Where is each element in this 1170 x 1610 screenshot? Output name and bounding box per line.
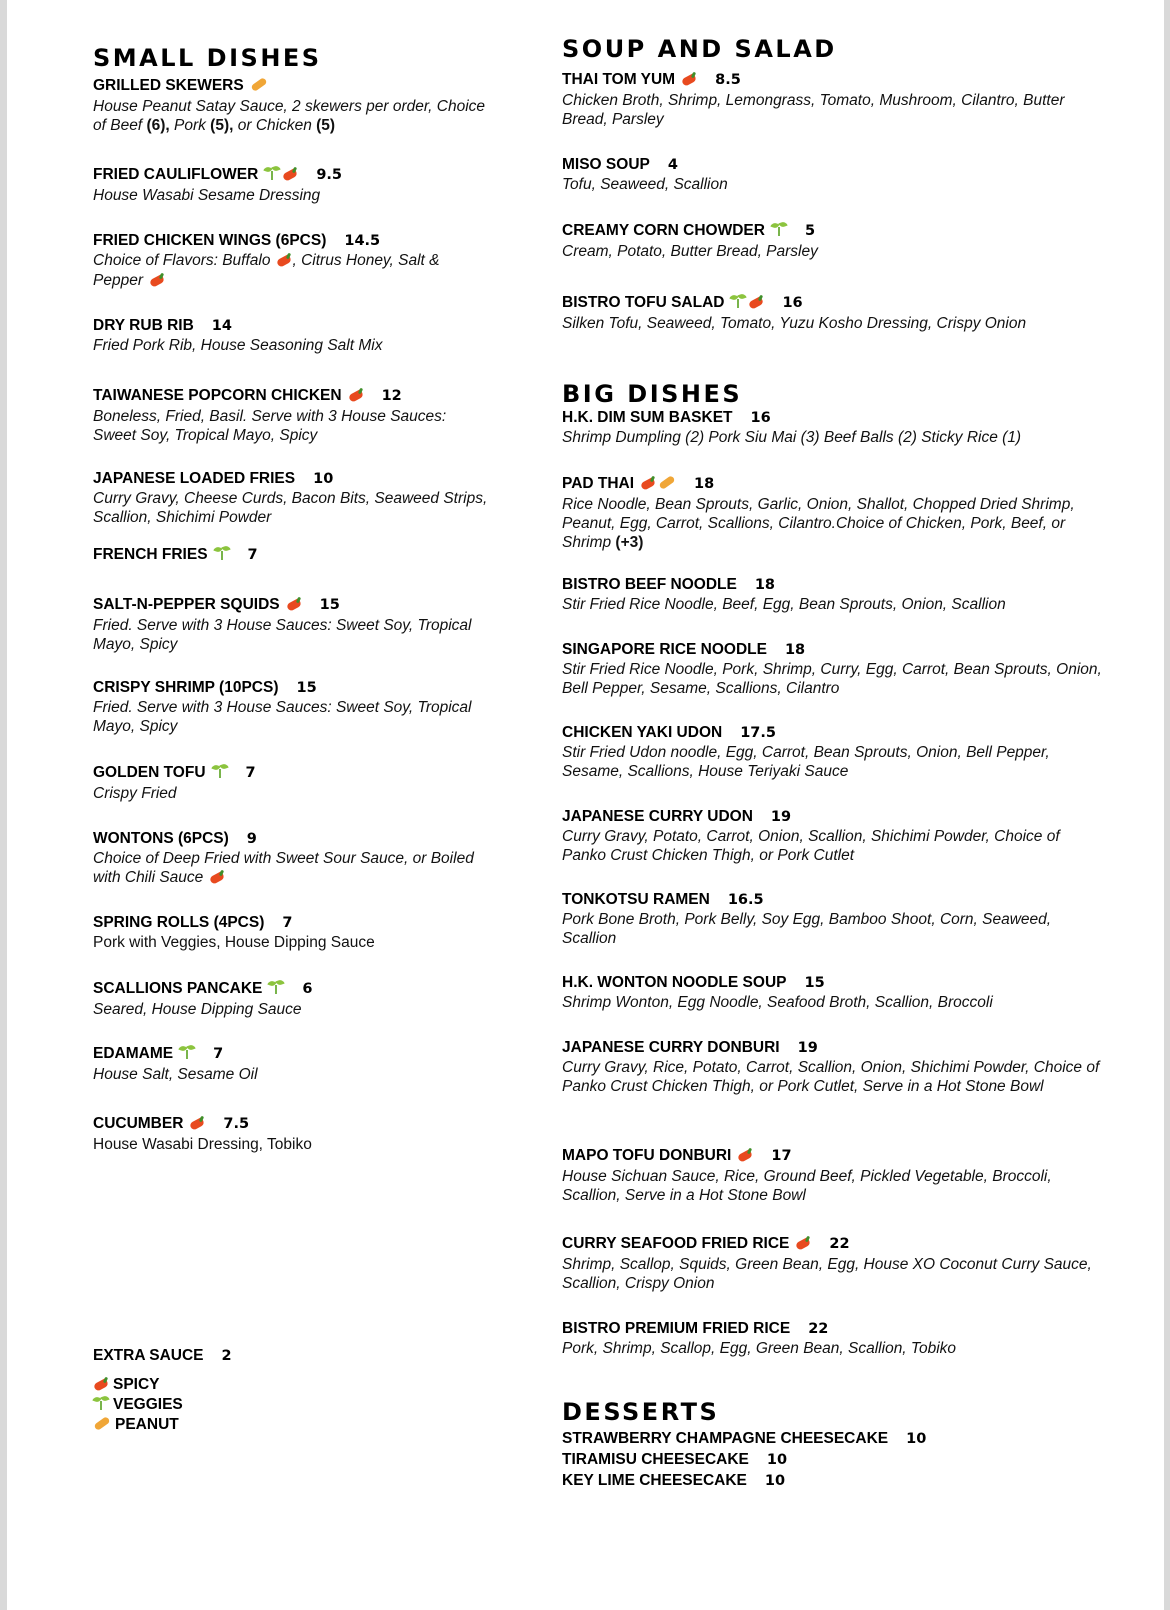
dessert-item bbox=[562, 1449, 1102, 1471]
item-price: 9.5 bbox=[316, 167, 343, 183]
item-name-row bbox=[93, 595, 493, 616]
item-description: Curry Gravy, Potato, Carrot, Onion, Scallion, Shichimi Powder, Choice of Panko Crust Chicken Thigh, or Pork Cutlet bbox=[562, 828, 1060, 864]
item-price: 19 bbox=[770, 809, 792, 825]
chili-pepper-icon bbox=[149, 272, 165, 291]
item-price: 18 bbox=[754, 577, 776, 593]
item-description bbox=[562, 495, 1102, 552]
item-name-row bbox=[93, 386, 493, 407]
legend-label: PEANUT bbox=[115, 1416, 179, 1433]
menu-item bbox=[93, 1044, 493, 1084]
chili-pepper-icon bbox=[286, 596, 302, 616]
menu-item bbox=[93, 545, 493, 566]
item-name-row bbox=[93, 76, 493, 97]
item-price: 7 bbox=[213, 1046, 224, 1062]
peanut-icon bbox=[93, 1416, 111, 1435]
item-name: TONKOTSU RAMEN bbox=[562, 891, 710, 908]
item-name-row bbox=[93, 678, 493, 698]
item-description: Fried Pork Rib, House Seasoning Salt Mix bbox=[93, 337, 383, 354]
menu-item bbox=[562, 640, 1102, 698]
item-price: 14 bbox=[211, 318, 232, 334]
item-description: Tofu, Seaweed, Scallion bbox=[562, 176, 728, 193]
description-text: House Peanut Satay Sauce, 2 skewers per order, Choice of Beef bbox=[93, 98, 486, 134]
peanut-icon bbox=[250, 77, 268, 97]
item-description: Pork Bone Broth, Pork Belly, Soy Egg, Bamboo Shoot, Corn, Seaweed, Scallion bbox=[562, 911, 1052, 947]
menu-item bbox=[93, 979, 493, 1019]
menu-item bbox=[562, 1038, 1102, 1096]
sprout-icon bbox=[212, 763, 228, 784]
item-description: Shrimp Wonton, Egg Noodle, Seafood Broth, Scallion, Broccoli bbox=[562, 994, 993, 1011]
item-name: H.K. WONTON NOODLE SOUP bbox=[562, 974, 787, 991]
item-price: 15 bbox=[804, 975, 825, 991]
menu-item bbox=[562, 1319, 1102, 1358]
chili-pepper-icon bbox=[640, 475, 656, 495]
description-text: (5), bbox=[210, 117, 234, 134]
menu-item bbox=[562, 221, 1102, 261]
item-description: Crispy Fried bbox=[93, 785, 177, 802]
item-price: 12 bbox=[381, 388, 402, 404]
menu-item bbox=[562, 155, 1102, 194]
dessert-name: STRAWBERRY CHAMPAGNE CHEESECAKE bbox=[562, 1430, 889, 1447]
item-name: MISO SOUP bbox=[562, 156, 650, 173]
item-name-row bbox=[93, 913, 493, 933]
dessert-price: 10 bbox=[906, 1431, 927, 1447]
item-description: Silken Tofu, Seaweed, Tomato, Yuzu Kosho Dressing, Crispy Onion bbox=[562, 315, 1027, 332]
legend-item bbox=[93, 1375, 493, 1395]
description-text: Rice Noodle, Bean Sprouts, Garlic, Onion, Shallot, Chopped Dried Shrimp, Peanut, Egg, Carrot, Scallions, Cilantro.Choice of Chicken, Pork, Beef, or Shrimp bbox=[562, 496, 1075, 551]
item-description: House Sichuan Sauce, Rice, Ground Beef, Pickled Vegetable, Broccoli, Scallion, Serve in a Hot Stone Bowl bbox=[562, 1168, 1052, 1204]
chili-pepper-icon bbox=[681, 71, 697, 91]
item-price: 14.5 bbox=[344, 233, 381, 249]
chili-pepper-icon bbox=[737, 1147, 753, 1167]
item-price: 7.5 bbox=[223, 1116, 250, 1132]
item-name-row bbox=[93, 1044, 493, 1065]
soup-salad-title: SOUP AND SALAD bbox=[562, 35, 837, 63]
item-price: 7 bbox=[282, 915, 293, 931]
dessert-name: TIRAMISU CHEESECAKE bbox=[562, 1451, 749, 1468]
description-text: or Chicken bbox=[233, 117, 317, 134]
item-description bbox=[93, 97, 493, 135]
description-text: Choice of Flavors: Buffalo bbox=[93, 252, 271, 269]
item-name: PAD THAI bbox=[562, 475, 635, 492]
item-name-row bbox=[562, 293, 1102, 314]
legend-label: SPICY bbox=[113, 1376, 160, 1393]
item-name-row bbox=[93, 469, 493, 489]
item-price: 17.5 bbox=[740, 725, 776, 741]
menu-item bbox=[562, 1234, 1102, 1293]
item-price: 22 bbox=[808, 1321, 829, 1337]
item-price: 16 bbox=[782, 295, 803, 311]
item-price: 18 bbox=[784, 642, 806, 658]
item-price: 10 bbox=[313, 471, 334, 487]
menu-item bbox=[93, 386, 493, 445]
description-text: , Citrus Honey, Salt & Pepper bbox=[93, 252, 440, 289]
item-price: 19 bbox=[797, 1040, 818, 1056]
description-text: Choice of Deep Fried with Sweet Sour Sauce, or Boiled with Chili Sauce bbox=[93, 850, 474, 886]
item-price: 16 bbox=[750, 410, 771, 426]
menu-item bbox=[562, 723, 1102, 781]
item-name: SALT-N-PEPPER SQUIDS bbox=[93, 596, 280, 613]
sprout-icon bbox=[93, 1395, 109, 1415]
item-price: 22 bbox=[829, 1236, 850, 1252]
item-description: Cream, Potato, Butter Bread, Parsley bbox=[562, 243, 818, 260]
item-name: FRIED CAULIFLOWER bbox=[93, 166, 259, 183]
description-text: (5) bbox=[316, 117, 336, 134]
item-name: FRIED CHICKEN WINGS (6PCS) bbox=[93, 232, 327, 249]
description-text: (+3) bbox=[615, 534, 644, 551]
legend-item bbox=[93, 1415, 493, 1435]
item-name-row bbox=[93, 829, 493, 849]
sprout-icon bbox=[730, 293, 746, 314]
menu-item bbox=[562, 973, 1102, 1012]
legend-item bbox=[93, 1395, 493, 1415]
item-name: CUCUMBER bbox=[93, 1115, 184, 1132]
menu-item bbox=[93, 316, 493, 355]
item-name-row bbox=[562, 155, 1102, 175]
menu-item bbox=[562, 408, 1102, 447]
item-name: GOLDEN TOFU bbox=[93, 764, 206, 781]
item-name-row bbox=[562, 1234, 1102, 1255]
item-name: WONTONS (6PCS) bbox=[93, 830, 229, 847]
item-name: EDAMAME bbox=[93, 1045, 174, 1062]
item-description: Curry Gravy, Rice, Potato, Carrot, Scallion, Onion, Shichimi Powder, Choice of Panko Crust Chicken Thigh, or Pork Cutlet, Serve in a Hot Stone Bowl bbox=[562, 1059, 1100, 1095]
item-name: CHICKEN YAKI UDON bbox=[562, 724, 723, 741]
dessert-price: 10 bbox=[766, 1452, 788, 1468]
item-price: 15 bbox=[319, 597, 340, 613]
menu-item bbox=[93, 829, 493, 888]
item-price: 5 bbox=[804, 223, 816, 239]
item-price: 7 bbox=[245, 765, 256, 781]
desserts-title: DESSERTS bbox=[562, 1398, 720, 1426]
item-name-row bbox=[93, 1114, 493, 1135]
item-name-row bbox=[562, 640, 1102, 660]
item-name-row bbox=[562, 70, 1102, 91]
item-description: Boneless, Fried, Basil. Serve with 3 House Sauces: Sweet Soy, Tropical Mayo, Spicy bbox=[93, 408, 447, 444]
item-name-row bbox=[562, 474, 1102, 495]
legend bbox=[93, 1375, 493, 1435]
item-price: 18 bbox=[694, 476, 715, 492]
chili-pepper-icon bbox=[276, 252, 292, 271]
menu-item bbox=[562, 293, 1102, 333]
chili-pepper-icon bbox=[748, 294, 764, 314]
dessert-price: 10 bbox=[764, 1473, 786, 1489]
item-name-row bbox=[93, 979, 493, 1000]
item-price: 16.5 bbox=[727, 892, 764, 908]
item-description: Pork, Shrimp, Scallop, Egg, Green Bean, Scallion, Tobiko bbox=[562, 1340, 957, 1357]
chili-pepper-icon bbox=[93, 1376, 109, 1395]
item-description: Chicken Broth, Shrimp, Lemongrass, Tomato, Mushroom, Cilantro, Butter Bread, Parsley bbox=[562, 92, 1065, 128]
sprout-icon bbox=[179, 1044, 195, 1065]
item-description: Stir Fried Udon noodle, Egg, Carrot, Bean Sprouts, Onion, Bell Pepper, Sesame, Scallions, House Teriyaki Sauce bbox=[562, 744, 1050, 780]
item-name-row bbox=[562, 1146, 1102, 1167]
item-description: Fried. Serve with 3 House Sauces: Sweet Soy, Tropical Mayo, Spicy bbox=[93, 699, 472, 735]
item-name-row bbox=[93, 545, 493, 566]
menu-item bbox=[93, 231, 493, 291]
item-name: CRISPY SHRIMP (10PCS) bbox=[93, 679, 279, 696]
item-description: House Wasabi Sesame Dressing bbox=[93, 187, 321, 204]
item-description: Stir Fried Rice Noodle, Beef, Egg, Bean Sprouts, Onion, Scallion bbox=[562, 596, 1006, 613]
item-name: GRILLED SKEWERS bbox=[93, 77, 244, 94]
item-description: Shrimp Dumpling (2) Pork Siu Mai (3) Beef Balls (2) Sticky Rice (1) bbox=[562, 429, 1022, 446]
item-name-row bbox=[562, 807, 1102, 827]
big-dishes-title: BIG DISHES bbox=[562, 380, 743, 408]
item-name-row bbox=[93, 763, 493, 784]
item-name: BISTRO TOFU SALAD bbox=[562, 294, 725, 311]
item-description: Curry Gravy, Cheese Curds, Bacon Bits, Seaweed Strips, Scallion, Shichimi Powder bbox=[93, 490, 488, 526]
item-description: Shrimp, Scallop, Squids, Green Bean, Egg, House XO Coconut Curry Sauce, Scallion, Crispy Onion bbox=[562, 1256, 1092, 1292]
menu-item bbox=[93, 1114, 493, 1154]
menu-item bbox=[93, 595, 493, 654]
description-text: Pork bbox=[169, 117, 211, 134]
menu-item bbox=[562, 807, 1102, 865]
item-price: 8.5 bbox=[715, 72, 741, 88]
menu-item bbox=[562, 575, 1102, 614]
item-price: 15 bbox=[296, 680, 317, 696]
item-name-row bbox=[562, 1319, 1102, 1339]
menu-item bbox=[562, 70, 1102, 129]
menu-item bbox=[93, 165, 493, 205]
item-description: House Wasabi Dressing, Tobiko bbox=[93, 1136, 312, 1153]
peanut-icon bbox=[658, 475, 676, 495]
item-name: SCALLIONS PANCAKE bbox=[93, 980, 263, 997]
chili-pepper-icon bbox=[348, 387, 364, 407]
menu-item bbox=[562, 474, 1102, 552]
menu-item bbox=[93, 913, 493, 952]
sprout-icon bbox=[264, 165, 280, 186]
menu-item bbox=[562, 1146, 1102, 1205]
item-name: MAPO TOFU DONBURI bbox=[562, 1147, 732, 1164]
extra-sauce-price: 2 bbox=[221, 1348, 232, 1364]
menu-page bbox=[7, 0, 1164, 1610]
item-description bbox=[93, 849, 493, 888]
item-description: Stir Fried Rice Noodle, Pork, Shrimp, Curry, Egg, Carrot, Bean Sprouts, Onion, Bell Pepper, Sesame, Scallions, Cilantro bbox=[562, 661, 1102, 697]
item-name: JAPANESE CURRY DONBURI bbox=[562, 1039, 780, 1056]
legend-label: VEGGIES bbox=[113, 1396, 183, 1413]
item-name: DRY RUB RIB bbox=[93, 317, 194, 334]
item-name-row bbox=[93, 316, 493, 336]
item-description bbox=[93, 251, 493, 291]
item-price: 9 bbox=[246, 831, 257, 847]
item-name-row bbox=[93, 165, 493, 186]
menu-item bbox=[93, 76, 493, 135]
item-name: SINGAPORE RICE NOODLE bbox=[562, 641, 767, 658]
item-name-row bbox=[562, 408, 1102, 428]
chili-pepper-icon bbox=[189, 1115, 205, 1135]
item-name-row bbox=[562, 890, 1102, 910]
item-price: 17 bbox=[771, 1148, 792, 1164]
item-description: Seared, House Dipping Sauce bbox=[93, 1001, 302, 1018]
item-description: Pork with Veggies, House Dipping Sauce bbox=[93, 934, 375, 951]
item-name: THAI TOM YUM bbox=[562, 71, 676, 88]
chili-pepper-icon bbox=[209, 869, 225, 888]
item-name-row bbox=[562, 575, 1102, 595]
item-name: FRENCH FRIES bbox=[93, 546, 208, 563]
chili-pepper-icon bbox=[282, 166, 298, 186]
item-description: House Salt, Sesame Oil bbox=[93, 1066, 258, 1083]
sprout-icon bbox=[268, 979, 284, 1000]
item-price: 6 bbox=[302, 981, 313, 997]
item-name-row bbox=[562, 1038, 1102, 1058]
dessert-item bbox=[562, 1428, 1102, 1450]
item-name: H.K. DIM SUM BASKET bbox=[562, 409, 733, 426]
item-name-row bbox=[562, 221, 1102, 242]
item-price: 7 bbox=[247, 547, 258, 563]
small-dishes-title: SMALL DISHES bbox=[93, 44, 322, 72]
extra-sauce bbox=[93, 1346, 493, 1366]
dessert-item bbox=[562, 1470, 1102, 1492]
sprout-icon bbox=[214, 545, 230, 566]
item-name: BISTRO PREMIUM FRIED RICE bbox=[562, 1320, 791, 1337]
menu-item bbox=[93, 469, 493, 527]
chili-pepper-icon bbox=[795, 1235, 811, 1255]
extra-sauce-name: EXTRA SAUCE bbox=[93, 1347, 204, 1364]
sprout-icon bbox=[771, 221, 787, 242]
menu-item bbox=[562, 890, 1102, 948]
item-price: 4 bbox=[667, 157, 678, 173]
dessert-name: KEY LIME CHEESECAKE bbox=[562, 1472, 747, 1489]
item-name-row bbox=[562, 723, 1102, 743]
menu-item bbox=[93, 678, 493, 736]
item-name: JAPANESE LOADED FRIES bbox=[93, 470, 296, 487]
item-name: SPRING ROLLS (4PCS) bbox=[93, 914, 265, 931]
item-name-row bbox=[93, 231, 493, 251]
item-name: CREAMY CORN CHOWDER bbox=[562, 222, 765, 239]
item-name: JAPANESE CURRY UDON bbox=[562, 808, 753, 825]
item-name: TAIWANESE POPCORN CHICKEN bbox=[93, 387, 342, 404]
item-name-row bbox=[562, 973, 1102, 993]
item-description: Fried. Serve with 3 House Sauces: Sweet Soy, Tropical Mayo, Spicy bbox=[93, 617, 472, 653]
menu-item bbox=[93, 763, 493, 803]
item-name: CURRY SEAFOOD FRIED RICE bbox=[562, 1235, 790, 1252]
item-name: BISTRO BEEF NOODLE bbox=[562, 576, 737, 593]
description-text: (6), bbox=[146, 117, 170, 134]
